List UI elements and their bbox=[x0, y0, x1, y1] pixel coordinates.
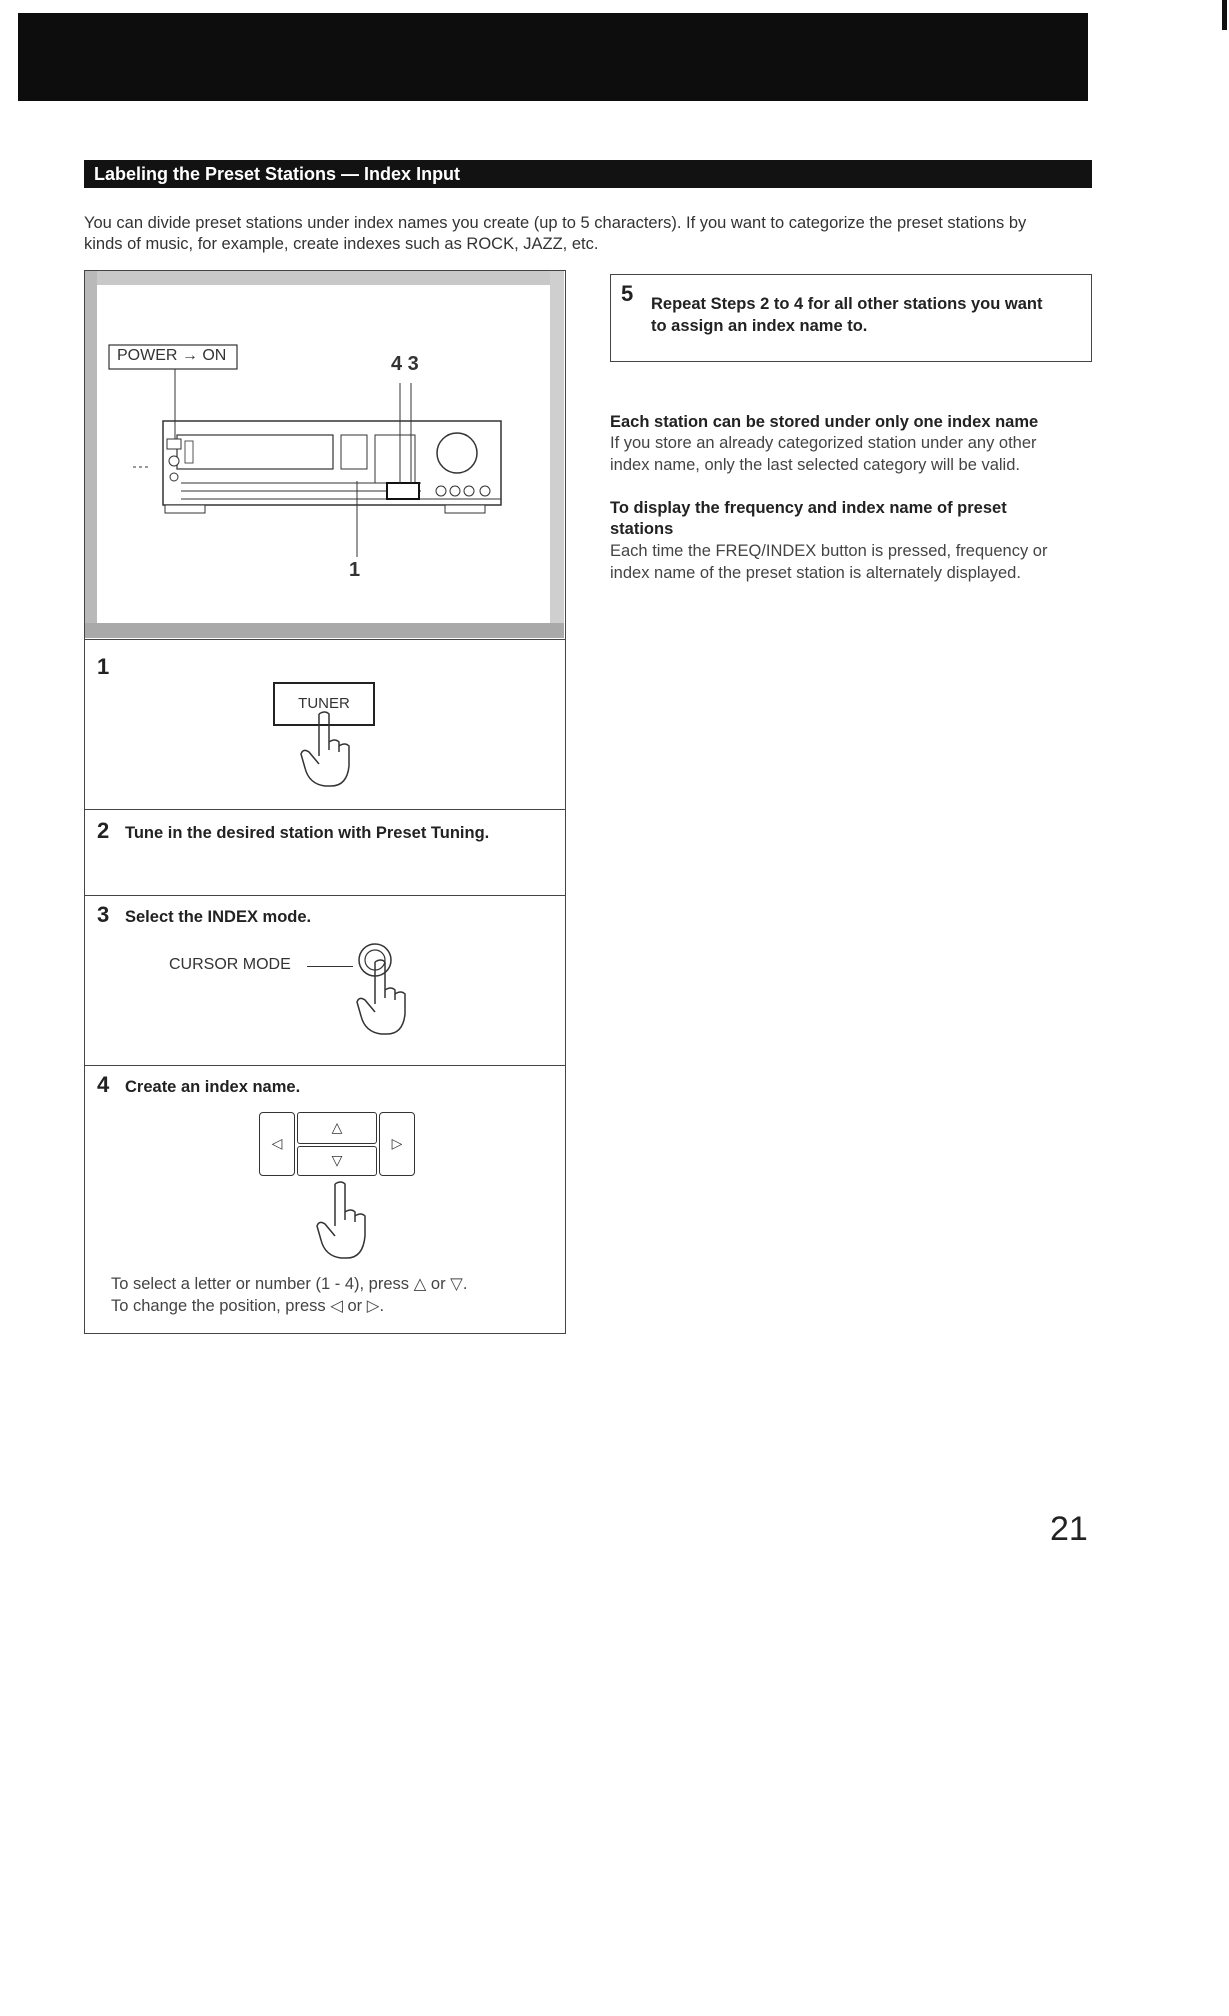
step-text: Tune in the desired station with Preset Tuning. bbox=[125, 824, 490, 842]
step-5-panel bbox=[610, 274, 1092, 362]
step-2-panel bbox=[84, 810, 566, 896]
hand-pointer-icon bbox=[311, 1180, 381, 1264]
note-2-body-2: index name of the preset station is alternately displayed. bbox=[610, 564, 1021, 582]
step-text: Create an index name. bbox=[125, 1078, 301, 1096]
header-band bbox=[18, 13, 1088, 101]
step-number: 5 bbox=[621, 281, 634, 306]
note-1-heading: Each station can be stored under only one index name bbox=[610, 413, 1039, 431]
step-4-note-2: To change the position, press ◁ or ▷. bbox=[111, 1297, 385, 1315]
step-3-panel bbox=[84, 896, 566, 1066]
power-label: POWER → ON bbox=[117, 347, 227, 364]
cursor-up-button[interactable] bbox=[297, 1112, 377, 1144]
step-1-panel bbox=[84, 640, 566, 810]
hand-pointer-icon bbox=[295, 710, 365, 790]
step-4-note-1: To select a letter or number (1 - 4), press △ or ▽. bbox=[111, 1275, 468, 1293]
receiver-illustration bbox=[85, 271, 564, 638]
cursor-mode-label: CURSOR MODE bbox=[169, 956, 291, 973]
note-2-heading-2: stations bbox=[610, 520, 674, 538]
tuner-button-label: TUNER bbox=[298, 695, 350, 712]
triangle-down-icon: ▽ bbox=[331, 1152, 343, 1168]
triangle-right-icon: ▷ bbox=[391, 1135, 403, 1151]
triangle-up-icon: △ bbox=[331, 1119, 343, 1135]
section-title: Labeling the Preset Stations — Index Input bbox=[94, 164, 461, 184]
step-number: 1 bbox=[97, 654, 110, 679]
step-5-text-1: Repeat Steps 2 to 4 for all other stations you want bbox=[651, 295, 1043, 313]
cursor-right-button[interactable] bbox=[379, 1112, 415, 1176]
step-text: Select the INDEX mode. bbox=[125, 908, 312, 926]
cursor-down-button[interactable] bbox=[297, 1146, 377, 1176]
callout-4-3: 4 3 bbox=[391, 353, 419, 375]
note-2-body-1: Each time the FREQ/INDEX button is pressed, frequency or bbox=[610, 542, 1048, 560]
cursor-left-button[interactable] bbox=[259, 1112, 295, 1176]
page-number: 21 bbox=[1050, 1510, 1088, 1548]
step-number: 3 bbox=[97, 902, 110, 927]
step-number: 4 bbox=[97, 1072, 110, 1097]
note-1-body-1: If you store an already categorized station under any other bbox=[610, 434, 1037, 452]
receiver-figure bbox=[84, 270, 566, 640]
callout-1: 1 bbox=[349, 559, 361, 581]
cursor-mode-leader bbox=[307, 966, 353, 967]
step-5-text-2: to assign an index name to. bbox=[651, 317, 868, 335]
step-number: 2 bbox=[97, 818, 110, 843]
knob-icon[interactable] bbox=[355, 940, 425, 1040]
note-1-body-2: index name, only the last selected category will be valid. bbox=[610, 456, 1020, 474]
intro-paragraph: You can divide preset stations under index names you create (up to 5 characters). If you want to categorize the preset stations by kinds of music, for example, create indexes such as ROCK, JAZZ, etc. bbox=[84, 214, 1027, 253]
edge-mark bbox=[1222, 0, 1227, 30]
triangle-left-icon: ◁ bbox=[271, 1135, 283, 1151]
note-2-heading-1: To display the frequency and index name of preset bbox=[610, 499, 1007, 517]
step-4-panel bbox=[84, 1066, 566, 1334]
